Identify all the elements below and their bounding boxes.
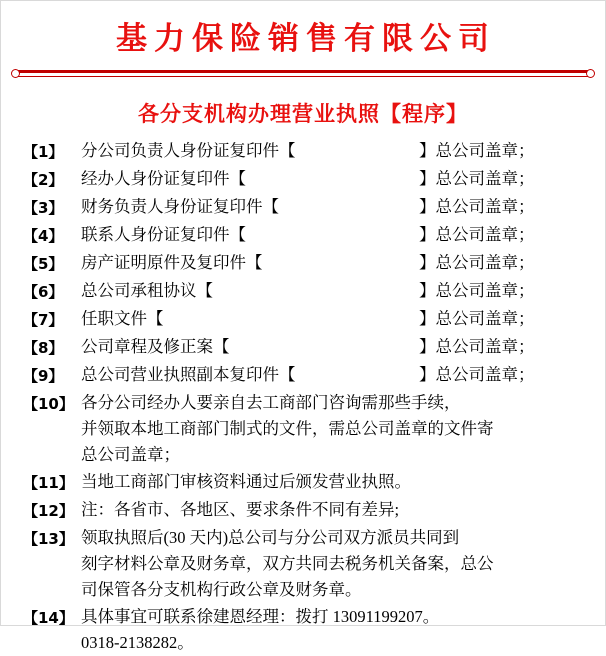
list-item <box>23 525 591 603</box>
list-item <box>23 194 591 221</box>
list-item <box>23 362 591 389</box>
list-item-number: 【14】 <box>23 609 74 627</box>
list-item-number: 【1】 <box>23 143 64 161</box>
list-item-body <box>75 138 591 164</box>
list-item-number: 【4】 <box>23 227 64 245</box>
list-item-text: 总公司营业执照副本复印件【 <box>81 365 296 384</box>
list-item-line: 并领取本地工商部门制式的文件，需总公司盖章的文件寄 <box>81 419 494 438</box>
list-item-paragraph <box>75 604 439 656</box>
decorative-divider <box>15 70 591 82</box>
list-item-text: 联系人身份证复印件【 <box>81 225 246 244</box>
list-item-stamp-note: 】总公司盖章； <box>419 225 535 244</box>
list-item-stamp-note: 】总公司盖章； <box>419 169 535 188</box>
list-item-body <box>75 390 591 468</box>
list-item-body <box>75 469 591 495</box>
list-item-line: 刻字材料公章及财务章，双方共同去税务机关备案，总公 <box>81 554 494 573</box>
list-item <box>23 250 591 277</box>
list-item-paragraph <box>75 497 399 523</box>
list-item-body <box>75 166 591 192</box>
list-item-stamp-note: 】总公司盖章； <box>419 337 535 356</box>
list-item-stamp-note: 】总公司盖章； <box>419 197 535 216</box>
list-item-body <box>75 222 591 248</box>
list-item <box>23 306 591 333</box>
list-item-stamp-note: 】总公司盖章； <box>419 309 535 328</box>
list-item-body <box>75 250 591 276</box>
list-item <box>23 497 591 524</box>
list-item <box>23 334 591 361</box>
company-title: 基力保险销售有限公司 <box>116 21 496 57</box>
list-item-number: 【8】 <box>23 339 64 357</box>
list-item-line: 各分公司经办人要亲自去工商部门咨询需那些手续， <box>81 393 461 412</box>
list-item-number: 【10】 <box>23 395 74 413</box>
list-item-text: 财务负责人身份证复印件【 <box>81 197 279 216</box>
divider-thick-line <box>15 70 591 73</box>
list-item-text: 任职文件【 <box>81 309 164 328</box>
list-item-body <box>75 497 591 523</box>
list-item <box>23 138 591 165</box>
list-item-text: 总公司承租协议【 <box>81 281 213 300</box>
list-item <box>23 166 591 193</box>
document-title: 各分支机构办理营业执照【程序】 <box>138 101 468 126</box>
list-item-number: 【11】 <box>23 474 74 492</box>
list-item-number: 【6】 <box>23 283 64 301</box>
list-item-paragraph <box>75 469 411 495</box>
list-item-stamp-note: 】总公司盖章； <box>419 253 535 272</box>
list-item-text: 公司章程及修正案【 <box>81 337 230 356</box>
list-item-text: 分公司负责人身份证复印件【 <box>81 141 296 160</box>
divider-end-left-icon <box>11 69 20 78</box>
list-item-number: 【7】 <box>23 311 64 329</box>
list-item-number: 【5】 <box>23 255 64 273</box>
list-item-text: 房产证明原件及复印件【 <box>81 253 263 272</box>
procedure-list <box>1 138 605 656</box>
list-item <box>23 390 591 468</box>
list-item-body <box>75 194 591 220</box>
list-item-line: 注：各省市、各地区、要求条件不同有差异; <box>81 500 400 519</box>
list-item-number: 【3】 <box>23 199 64 217</box>
list-item-line: 当地工商部门审核资料通过后颁发营业执照。 <box>81 472 411 491</box>
list-item-number: 【2】 <box>23 171 64 189</box>
list-item <box>23 278 591 305</box>
list-item-body <box>75 334 591 360</box>
divider-thin-line <box>15 76 591 77</box>
list-item-number: 【13】 <box>23 530 74 548</box>
list-item-line: 0318-2138282。 <box>81 633 194 652</box>
list-item <box>23 469 591 496</box>
list-item-body <box>75 604 591 656</box>
list-item-line: 具体事宜可联系徐建恩经理：拨打 13091199207。 <box>81 607 440 626</box>
list-item-body <box>75 306 591 332</box>
divider-end-right-icon <box>586 69 595 78</box>
list-item-stamp-note: 】总公司盖章； <box>419 281 535 300</box>
list-item <box>23 222 591 249</box>
list-item-stamp-note: 】总公司盖章； <box>419 141 535 160</box>
list-item <box>23 604 591 656</box>
list-item-stamp-note: 】总公司盖章； <box>419 365 535 384</box>
list-item-line: 领取执照后(30 天内)总公司与分公司双方派员共同到 <box>81 528 460 547</box>
list-item-number: 【12】 <box>23 502 74 520</box>
list-item-line: 司保管各分支机构行政公章及财务章。 <box>81 580 362 599</box>
list-item-number: 【9】 <box>23 367 64 385</box>
list-item-body <box>75 525 591 603</box>
list-item-line: 总公司盖章； <box>81 445 180 464</box>
list-item-body <box>75 362 591 388</box>
list-item-text: 经办人身份证复印件【 <box>81 169 246 188</box>
list-item-paragraph <box>75 390 494 468</box>
list-item-body <box>75 278 591 304</box>
list-item-paragraph <box>75 525 494 603</box>
